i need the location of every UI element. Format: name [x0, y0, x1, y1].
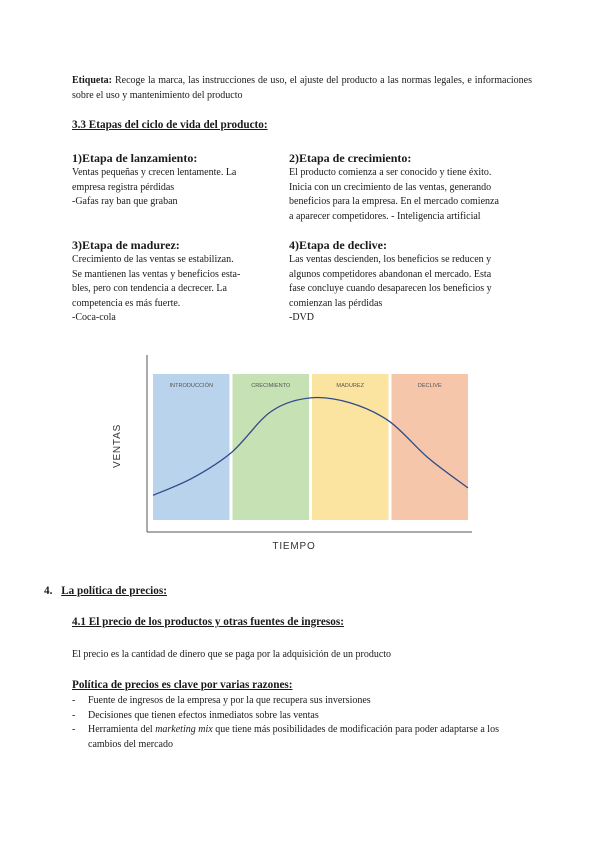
stage-3-title: 3)Etapa de madurez: [72, 238, 180, 252]
stage-2-line: Inicia con un crecimiento de las ventas, generando [289, 181, 492, 193]
stage-3 [72, 238, 282, 326]
section-4-number: 4. [44, 585, 53, 597]
stage-3-line: bles, pero con tendencia a decrecer. La [72, 283, 227, 294]
reasons-list [72, 694, 532, 752]
price-definition: El precio es la cantidad de dinero que se paga por la adquisición de un producto [72, 649, 392, 660]
reason-text-before: Herramienta del [88, 724, 156, 735]
reason-text-italic: marketing mix [155, 724, 213, 735]
stage-2 [289, 151, 539, 224]
phase-bands [153, 374, 468, 520]
y-axis-label: VENTAS [112, 423, 123, 469]
phase-band [153, 374, 230, 520]
stage-2-line: a aparecer competidores. - Inteligencia artificial [289, 210, 481, 222]
section-4-1-title: 4.1 El precio de los productos y otras fuentes de ingresos: [72, 616, 344, 628]
reason-text: Decisiones que tienen efectos inmediatos sobre las ventas [88, 709, 319, 721]
stage-3-line: competencia es más fuerte. [72, 297, 181, 309]
stage-4 [289, 238, 539, 326]
list-item [72, 709, 532, 724]
phase-label: CRECIMIENTO [251, 383, 291, 389]
etiqueta-label: Etiqueta: [72, 75, 112, 86]
stage-3-line: Se mantienen las ventas y beneficios esta- [72, 268, 241, 280]
dash-bullet: - [72, 724, 76, 735]
list-item [72, 694, 532, 709]
dash-bullet: - [72, 695, 76, 706]
stage-4-example: -DVD [289, 312, 314, 323]
stage-1-title: 1)Etapa de lanzamiento: [72, 151, 198, 165]
section-4-heading [44, 584, 167, 599]
stage-3-example: -Coca-cola [72, 312, 116, 323]
stage-4-line: Las ventas descienden, los beneficios se reducen y [289, 254, 492, 265]
stage-2-line: El producto comienza a ser conocido y tiene éxito. [289, 167, 492, 178]
stage-4-line: comienzan las pérdidas [289, 297, 383, 309]
phase-label: MADUREZ [336, 383, 365, 389]
x-axis-label: TIEMPO [272, 541, 316, 552]
phase-band [233, 374, 310, 520]
stage-1-line: empresa registra pérdidas [72, 181, 175, 193]
reasons-title: Política de precios es clave por varias razones: [72, 679, 293, 691]
dash-bullet: - [72, 709, 76, 721]
reason-text-after: que tiene más posibilidades de modificación para poder adaptarse a los cambios del mercado [88, 724, 499, 750]
section-3-3-title: 3.3 Etapas del ciclo de vida del producto: [72, 119, 268, 131]
etiqueta-paragraph [72, 74, 532, 103]
stage-1-example: -Gafas ray ban que graban [72, 196, 178, 207]
stage-1 [72, 151, 282, 210]
stage-3-line: Crecimiento de las ventas se estabilizan. [72, 254, 234, 265]
stage-4-title: 4)Etapa de declive: [289, 238, 387, 252]
stage-2-title: 2)Etapa de crecimiento: [289, 151, 412, 165]
phase-band [312, 374, 389, 520]
phase-band [392, 374, 469, 520]
list-item [72, 723, 532, 752]
stage-4-line: fase concluye cuando desaparecen los beneficios y [289, 283, 492, 294]
phase-label: DECLIVE [417, 383, 442, 389]
stage-2-line: beneficios para la empresa. En el mercado comienza [289, 196, 499, 207]
stage-1-line: Ventas pequeñas y crecen lentamente. La [72, 167, 237, 178]
etiqueta-text: Recoge la marca, las instrucciones de uso, el ajuste del producto a las normas legales, e informaciones sobre el uso y mantenimiento del producto [72, 75, 532, 101]
stage-4-line: algunos competidores abandonan el mercado. Esta [289, 268, 492, 280]
product-life-cycle-chart [100, 350, 480, 560]
section-4-title: La política de precios: [61, 585, 167, 597]
phase-label: INTRODUCCIÓN [169, 383, 214, 389]
reason-text: Fuente de ingresos de la empresa y por la que recupera sus inversiones [88, 695, 371, 706]
